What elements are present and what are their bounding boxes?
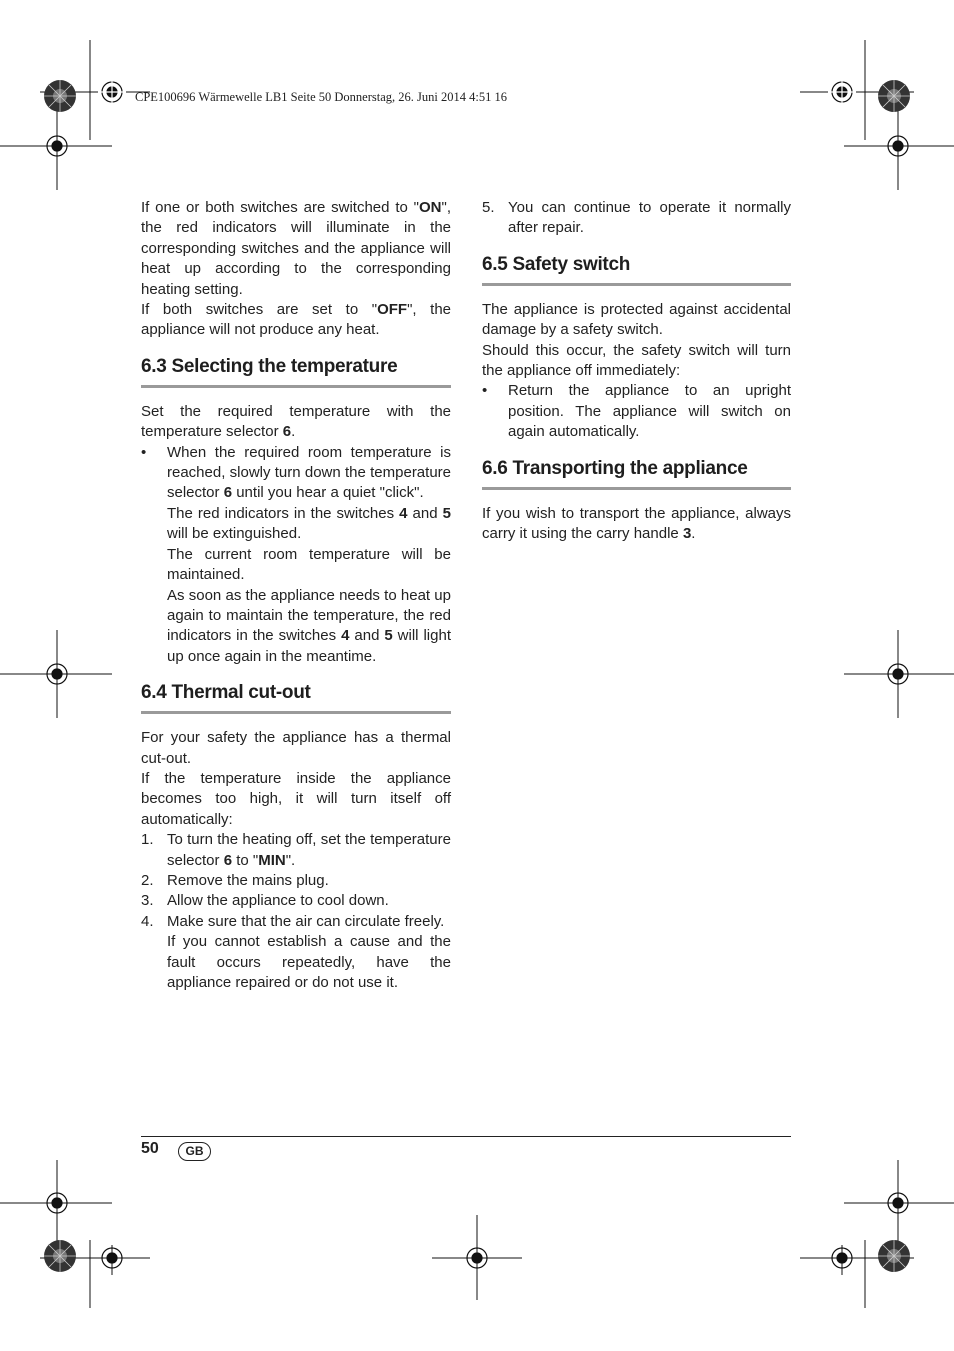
section-6-6-para: If you wish to transport the appliance, always carry it using the carry handle 3. (482, 504, 791, 543)
section-6-3-note-1: The red indicators in the switches 4 and 5 will be extinguished. (167, 504, 451, 543)
section-6-4-intro: For your safety the appliance has a thermal cut-out. (141, 729, 451, 767)
section-6-3-bullet: • When the required room temperature is reached, slowly turn down the temperature selector 6 until you hear a quiet "click". (141, 443, 451, 502)
section-6-4-para: If the temperature inside the appliance becomes too high, it will turn itself off automatically: (141, 769, 451, 828)
page-number: 50 (141, 1140, 159, 1157)
section-6-3-intro: Set the required temperature with the temperature selector 6. (141, 402, 451, 441)
language-badge: GB (178, 1142, 211, 1161)
section-heading-6-3: 6.3 Selecting the temperature (141, 355, 451, 388)
print-slug: CPE100696 Wärmewelle LB1 Seite 50 Donnerstag, 26. Juni 2014 4:51 16 (135, 90, 507, 104)
section-6-4-step-5: 5. You can continue to operate it normally after repair. (482, 199, 791, 237)
section-6-4-step-1: 1. To turn the heating off, set the temperature selector 6 to "MIN". (141, 831, 451, 869)
section-6-4-step-2: 2. Remove the mains plug. (141, 871, 329, 889)
section-6-4-step-3: 3. Allow the appliance to cool down. (141, 892, 389, 910)
right-column (482, 198, 791, 544)
section-6-3-note-2: The current room temperature will be maintained. (167, 545, 451, 584)
section-6-3-note-3: As soon as the appliance needs to heat up again to maintain the temperature, the red indicators in the switches 4 and 5 will light up once again in the meantime. (167, 586, 451, 665)
section-6-5-intro: The appliance is protected against accidental damage by a safety switch. (482, 300, 791, 339)
intro-paragraph-2: If both switches are set to "OFF", the appliance will not produce any heat. (141, 301, 452, 339)
section-6-4-step-4-note: If you cannot establish a cause and the fault occurs repeatedly, have the appliance repaired or do not use it. (167, 933, 451, 991)
section-heading-6-5: 6.5 Safety switch (482, 253, 791, 286)
left-column (141, 198, 451, 993)
section-heading-6-4: 6.4 Thermal cut-out (141, 681, 451, 714)
section-heading-6-6: 6.6 Transporting the appliance (482, 457, 791, 490)
footer-rule (141, 1136, 791, 1137)
section-6-5-para: Should this occur, the safety switch will turn the appliance off immediately: (482, 341, 791, 380)
section-6-5-bullet: • Return the appliance to an upright position. The appliance will switch on again automatically. (482, 382, 791, 441)
intro-paragraph-1: If one or both switches are switched to "ON", the red indicators will illuminate in the corresponding switches and the appliance will heat up according to the corresponding heating setting. (141, 199, 451, 298)
section-6-4-step-4: 4. Make sure that the air can circulate freely. (141, 912, 445, 930)
